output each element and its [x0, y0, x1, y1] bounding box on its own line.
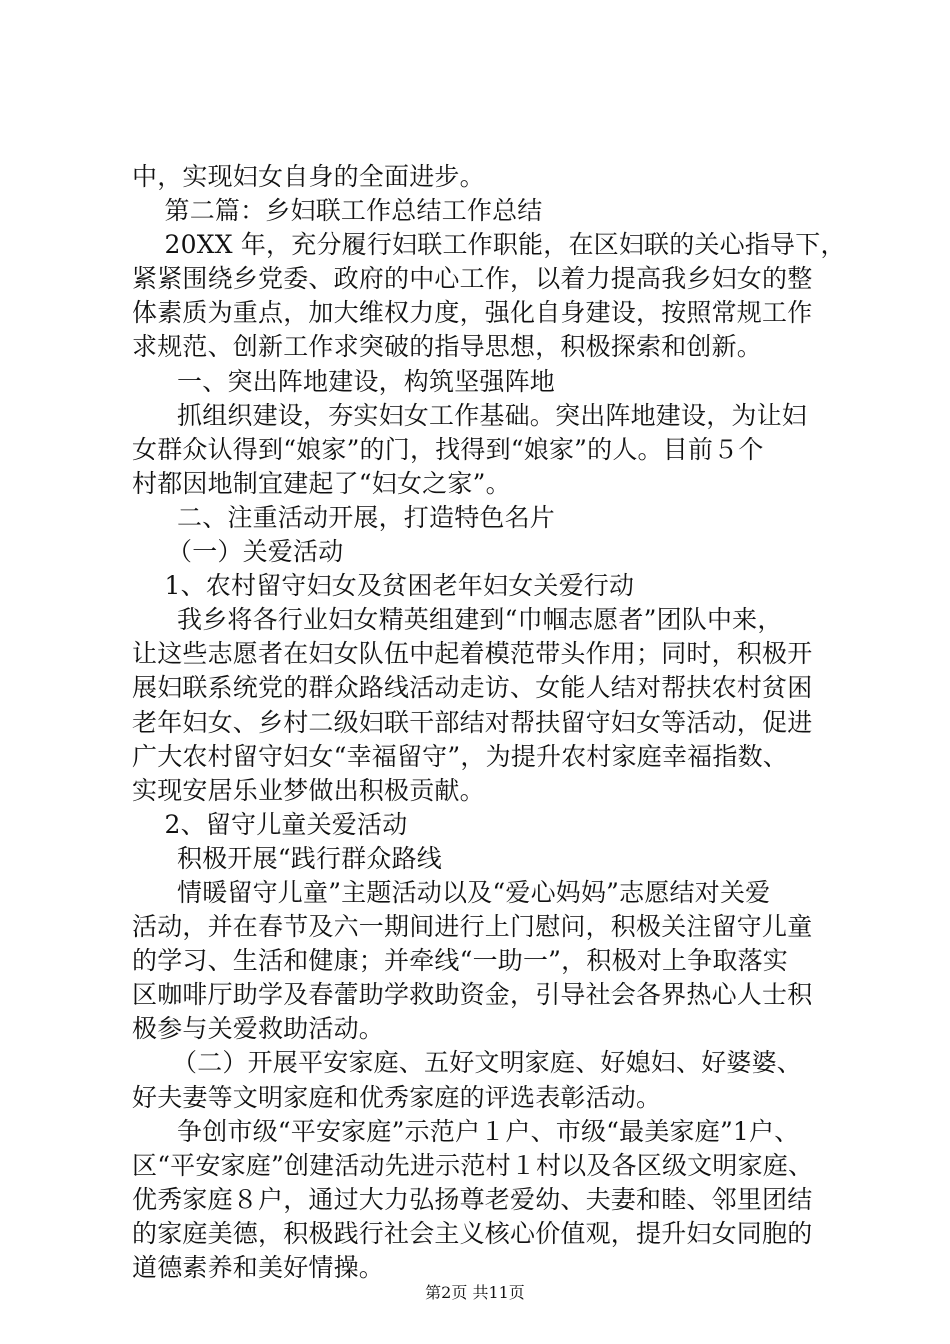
text-line: 一、突出阵地建设，构筑坚强阵地: [177, 366, 556, 396]
text-line: 的家庭美德，积极践行社会主义核心价值观，提升妇女同胞的: [132, 1218, 813, 1248]
text-line: 好夫妻等文明家庭和优秀家庭的评选表彰活动。: [132, 1082, 662, 1112]
text-line: 广大农村留守妇女“幸福留守”，为提升农村家庭幸福指数、: [132, 741, 788, 771]
text-line: 活动，并在春节及六一期间进行上门慰问，积极关注留守儿童: [132, 912, 813, 942]
text-line: （一）关爱活动: [167, 537, 344, 567]
text-line: 老年妇女、乡村二级妇联干部结对帮扶留守妇女等活动，促进: [132, 707, 813, 737]
text-line: 2、留守儿童关爱活动: [164, 809, 408, 839]
text-line: 女群众认得到“娘家”的门，找得到“娘家”的人。目前５个: [132, 434, 764, 464]
text-line: （二）开展平安家庭、五好文明家庭、好媳妇、好婆婆、: [172, 1048, 803, 1078]
text-line: 的学习、生活和健康；并牵线“一助一”，积极对上争取落实: [132, 946, 788, 976]
text-line: 展妇联系统党的群众路线活动走访、女能人结对帮扶农村贫困: [132, 673, 813, 703]
text-line: 争创市级“平安家庭”示范户１户、市级“最美家庭”1户、: [177, 1116, 800, 1146]
text-line: 实现安居乐业梦做出积极贡献。: [132, 775, 485, 805]
text-line: 我乡将各行业妇女精英组建到“巾帼志愿者”团队中来，: [177, 605, 783, 635]
text-line: 区咖啡厅助学及春蕾助学救助资金，引导社会各界热心人士积: [132, 980, 813, 1010]
text-line: 中，实现妇女自身的全面进步。: [132, 162, 485, 191]
text-line: 二、注重活动开展，打造特色名片: [177, 502, 556, 532]
text-line: 优秀家庭８户，通过大力弘扬尊老爱幼、夫妻和睦、邻里团结: [132, 1184, 813, 1214]
text-line: 体素质为重点，加大维权力度，强化自身建设，按照常规工作: [132, 298, 813, 328]
page-footer: 第2页 共11页: [425, 1283, 525, 1302]
text-line: 抓组织建设，夯实妇女工作基础。突出阵地建设，为让妇: [177, 400, 808, 430]
text-line: 让这些志愿者在妇女队伍中起着模范带头作用；同时，积极开: [132, 639, 813, 669]
text-line: 1、农村留守妇女及贫困老年妇女关爱行动: [164, 571, 635, 601]
text-line: 求规范、创新工作求突破的指导思想，积极探索和创新。: [132, 332, 763, 362]
text-line: 村都因地制宜建起了“妇女之家”。: [132, 468, 511, 498]
text-line: 20XX 年，充分履行妇联工作职能，在区妇联的关心指导下，: [164, 230, 846, 260]
text-line: 积极开展“践行群众路线: [177, 843, 442, 873]
text-line: 道德素养和美好情操。: [132, 1253, 385, 1282]
text-line: 第二篇：乡妇联工作总结工作总结: [164, 196, 543, 226]
text-line: 极参与关爱救助活动。: [132, 1014, 385, 1044]
text-line: 紧紧围绕乡党委、政府的中心工作，以着力提高我乡妇女的整: [132, 264, 813, 294]
document-body: [132, 160, 846, 1285]
text-line: 区“平安家庭”创建活动先进示范村１村以及各区级文明家庭、: [132, 1150, 814, 1180]
text-line: 情暖留守儿童”主题活动以及“爱心妈妈”志愿结对关爱: [177, 877, 771, 907]
